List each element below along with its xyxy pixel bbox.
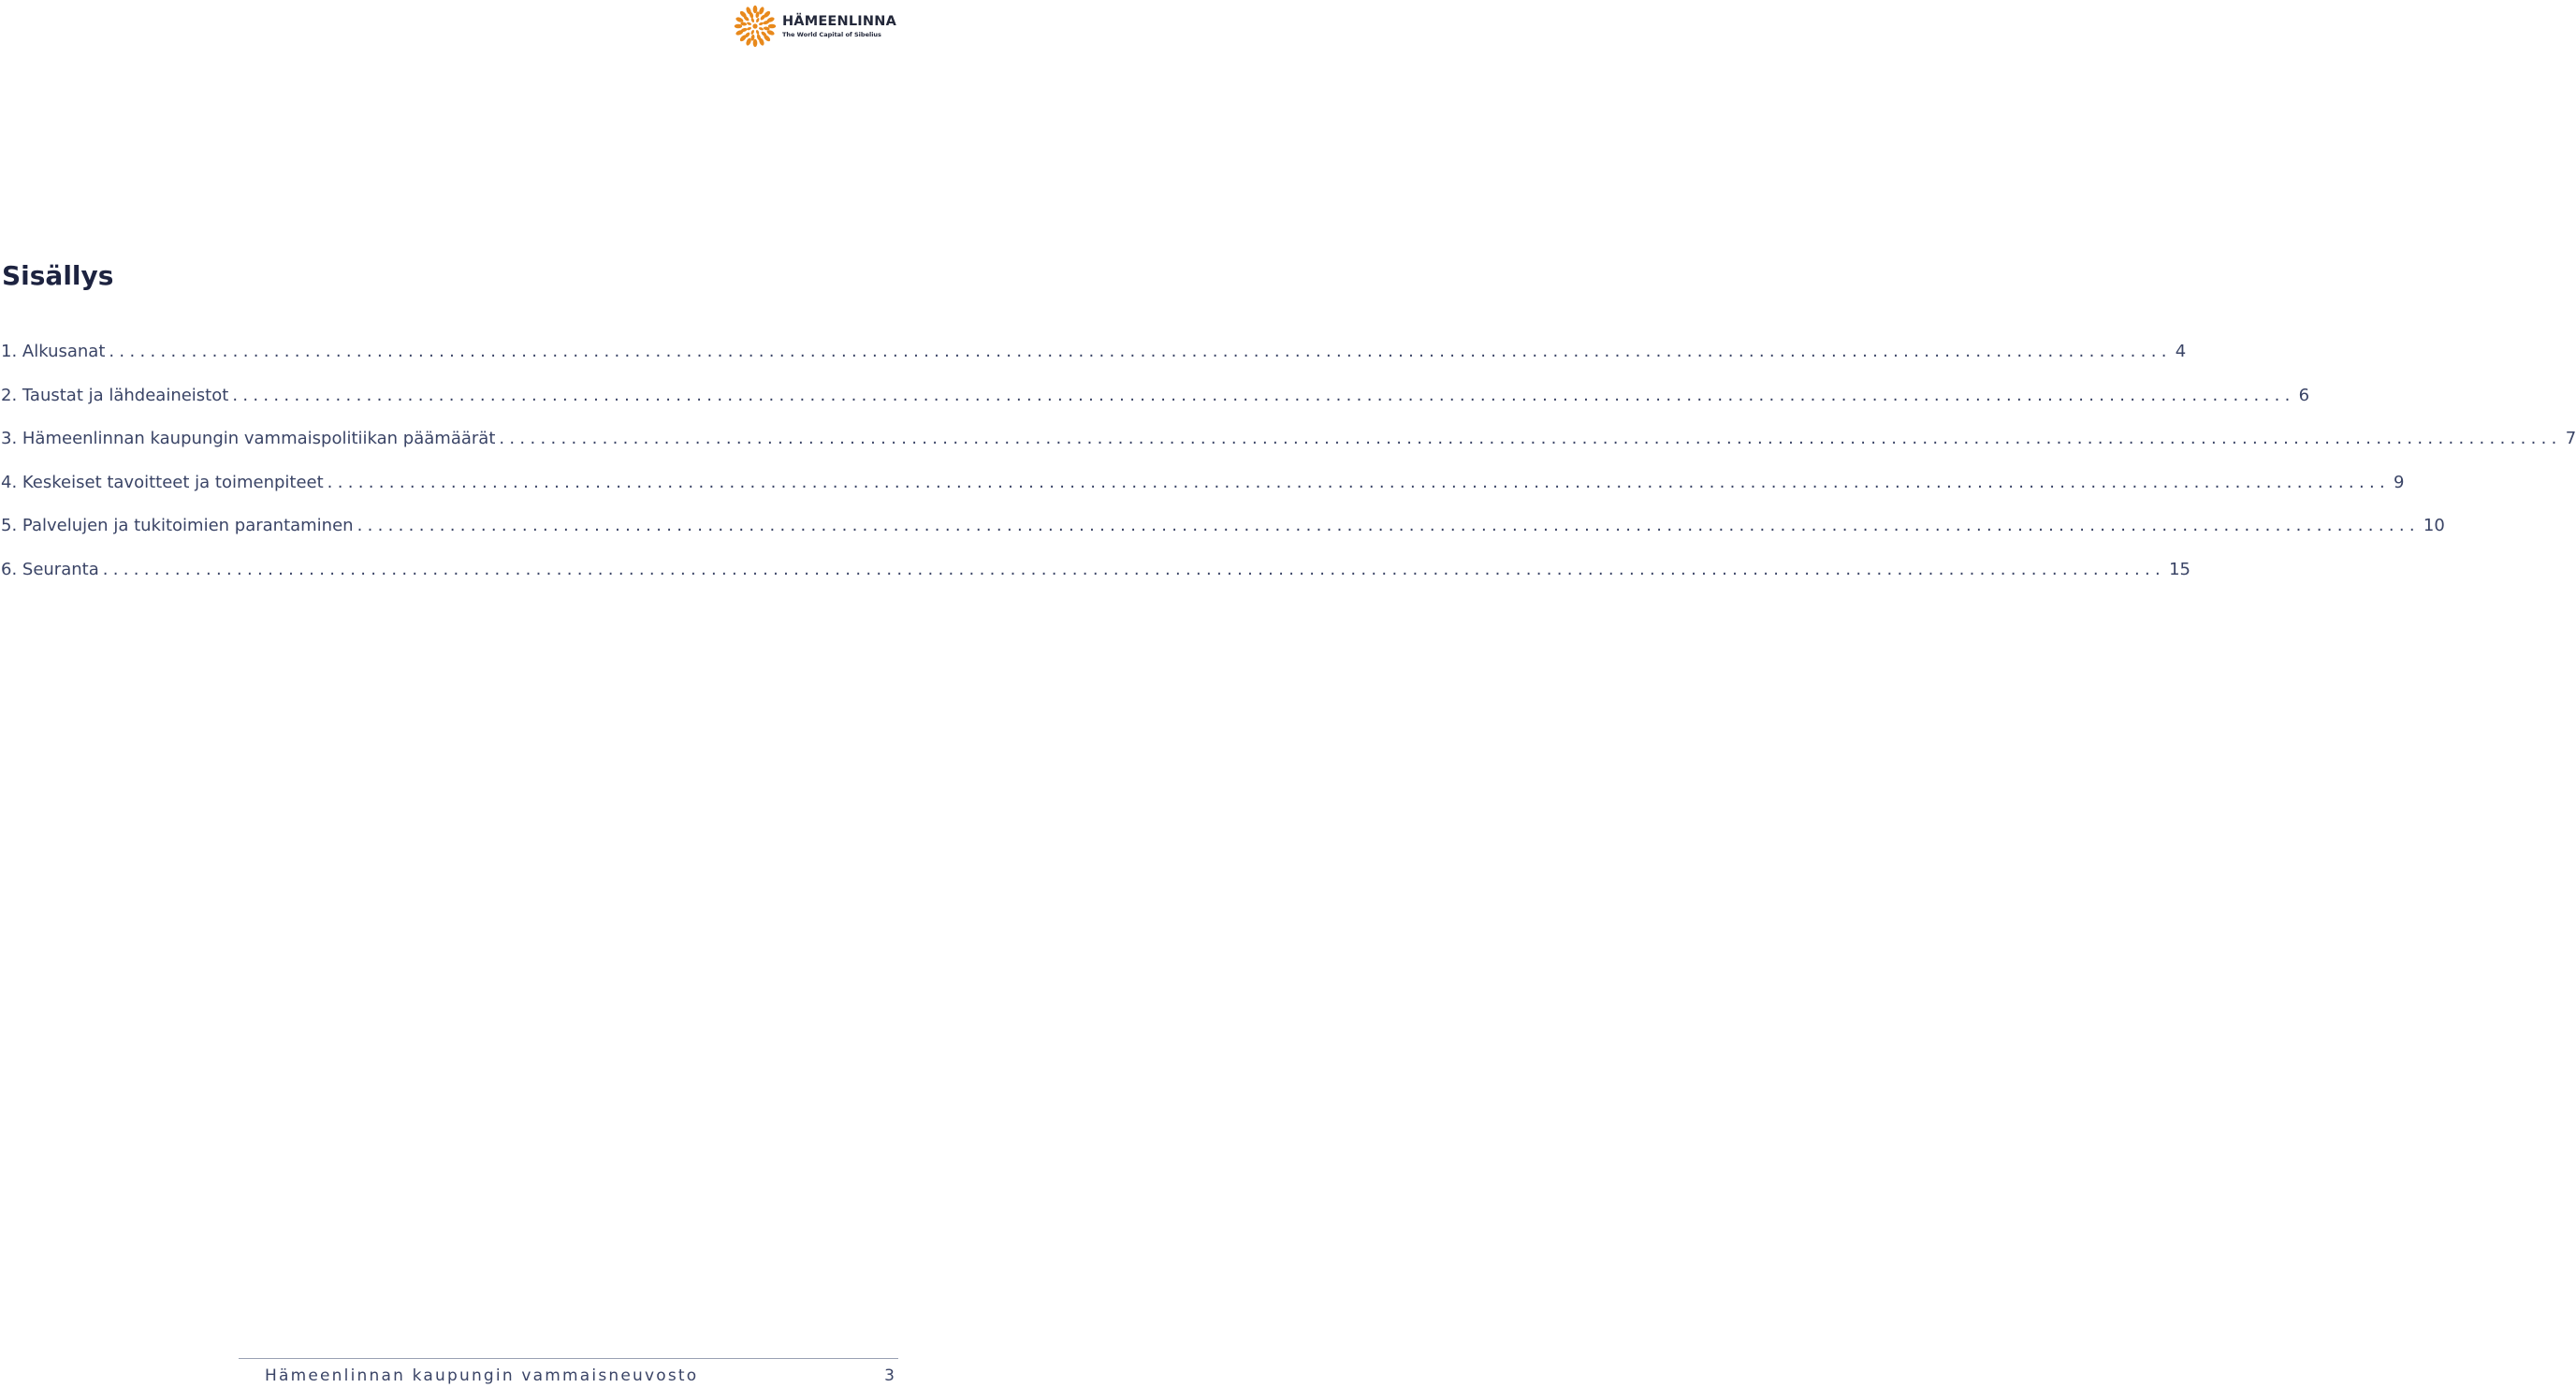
logo-petal: [750, 18, 755, 23]
toc-leader-dots: ........................................................................................................................................................................................................: [102, 559, 2166, 579]
toc-item-2[interactable]: [1, 385, 2310, 430]
toc-item-1[interactable]: [1, 342, 2187, 386]
brand-logo: [734, 5, 896, 48]
toc-item-page: 7: [2565, 429, 2576, 449]
brand-text: [782, 15, 896, 37]
toc-item-page: 4: [2175, 342, 2187, 361]
toc-leader-dots: ........................................................................................................................................................................................................: [357, 516, 2420, 536]
logo-petal: [753, 39, 758, 47]
toc-leader-dots: ........................................................................................................................................................................................................: [109, 342, 2172, 361]
footer-divider: [239, 1358, 898, 1359]
toc-item-label: 2. Taustat ja lähdeaineistot: [1, 385, 229, 405]
logo-center: [752, 23, 757, 28]
logo-petal: [755, 18, 760, 23]
logo-petal: [768, 24, 776, 29]
page-title: Sisällys: [2, 260, 114, 291]
footer-page-number: 3: [884, 1366, 895, 1385]
toc-item-page: 10: [2423, 516, 2445, 536]
toc-item-label: 6. Seuranta: [1, 559, 99, 579]
logo-petal: [747, 26, 752, 31]
toc-item-label: 3. Hämeenlinnan kaupungin vammaispolitiikan päämäärät: [1, 429, 496, 449]
toc-leader-dots: ........................................................................................................................................................................................................: [499, 429, 2562, 449]
sunburst-icon: [734, 5, 777, 48]
toc-item-6[interactable]: [1, 559, 2190, 604]
logo-petal: [735, 24, 742, 29]
brand-name: HÄMEENLINNA: [781, 14, 896, 29]
logo-petal: [758, 22, 764, 26]
brand-tagline: The World Capital of Sibelius: [781, 30, 881, 38]
toc-item-label: 1. Alkusanat: [1, 342, 106, 361]
footer-title: Hämeenlinnan kaupungin vammaisneuvosto: [265, 1366, 699, 1385]
toc-item-4[interactable]: [1, 472, 2405, 517]
toc-leader-dots: ........................................................................................................................................................................................................: [327, 472, 2391, 492]
logo-petal: [750, 29, 755, 35]
toc-item-3[interactable]: [1, 429, 2576, 473]
toc-item-page: 9: [2394, 472, 2405, 492]
toc-leader-dots: ........................................................................................................................................................................................................: [232, 385, 2295, 405]
logo-petal: [755, 30, 760, 36]
toc-item-page: 6: [2298, 385, 2310, 405]
logo-petal: [758, 26, 764, 31]
toc-item-page: 15: [2169, 559, 2190, 579]
toc-item-5[interactable]: [1, 516, 2445, 560]
toc-item-label: 4. Keskeiset tavoitteet ja toimenpiteet: [1, 472, 324, 492]
logo-petal: [747, 22, 752, 26]
logo-petal: [753, 6, 758, 13]
toc-item-label: 5. Palvelujen ja tukitoimien parantaminen: [1, 516, 354, 536]
table-of-contents: [1, 342, 2576, 604]
